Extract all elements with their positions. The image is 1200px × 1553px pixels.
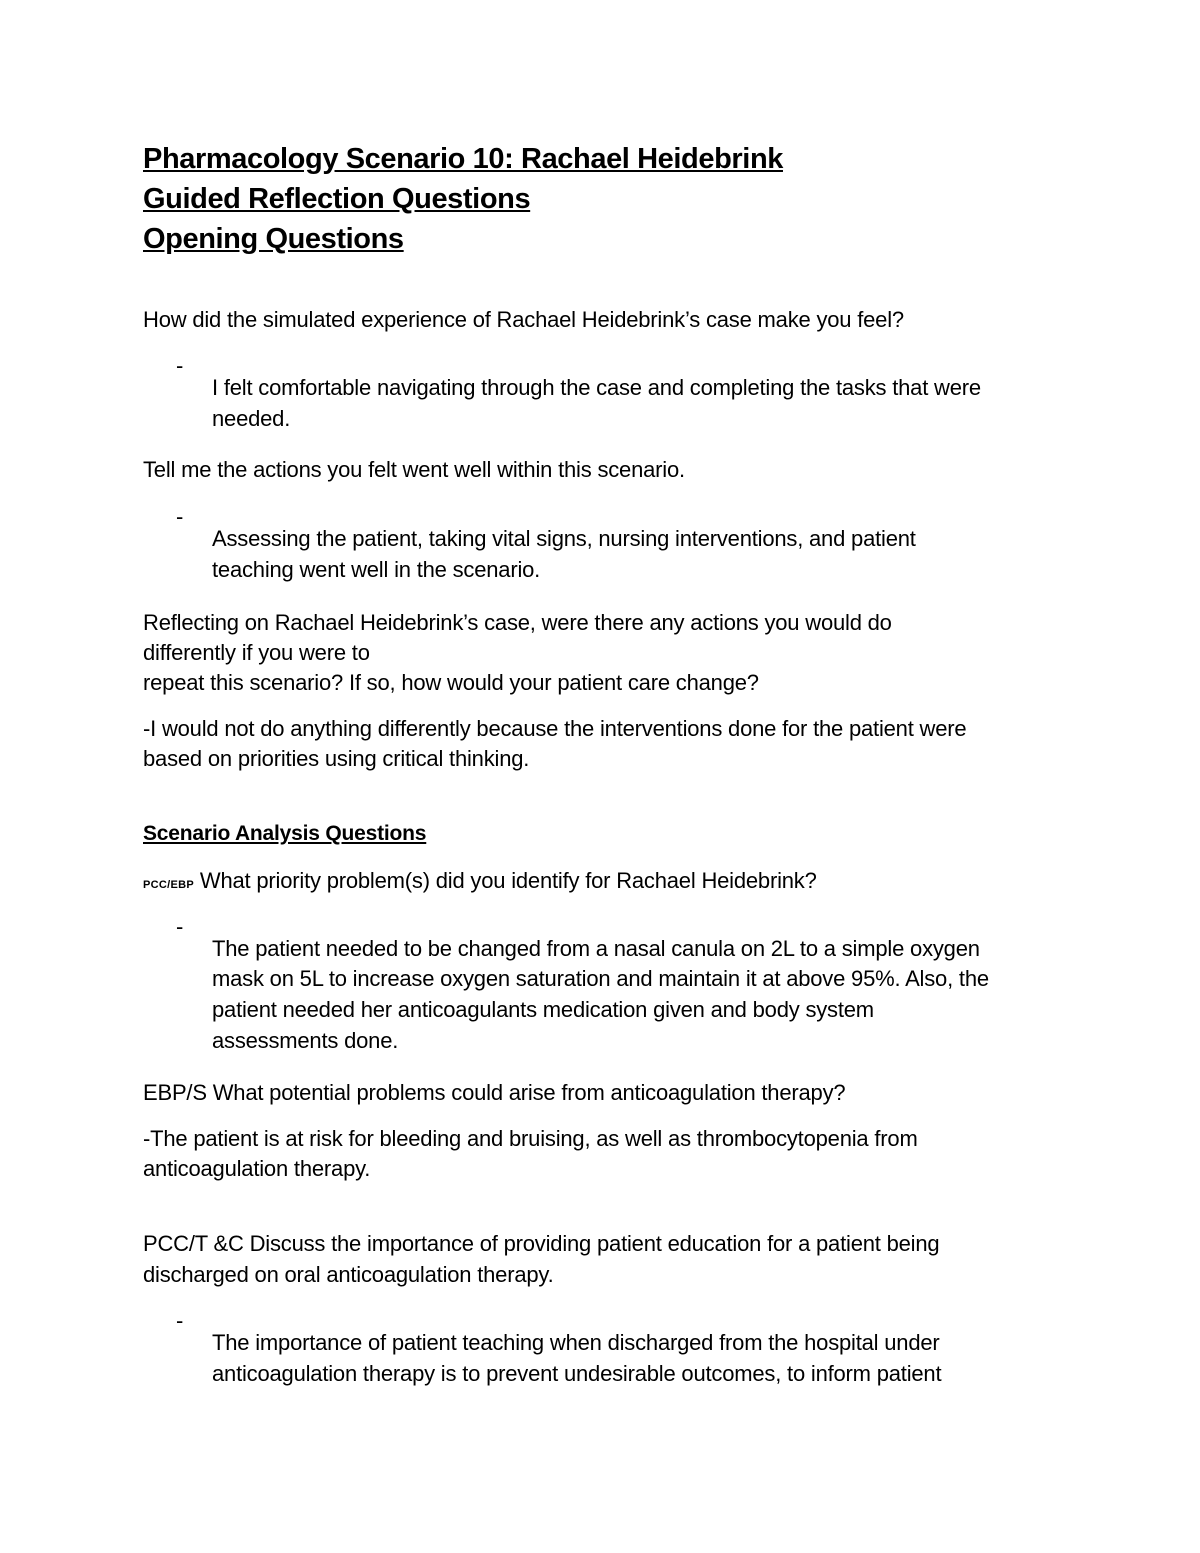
- question-1: How did the simulated experience of Rachael Heidebrink’s case make you feel?: [143, 307, 904, 332]
- answer-5-line: -The patient is at risk for bleeding and bruising, as well as thrombocytopenia from: [143, 1126, 918, 1151]
- question-2: Tell me the actions you felt went well within this scenario.: [143, 457, 685, 482]
- bullet-dash: -: [176, 914, 184, 939]
- question-3-line: repeat this scenario? If so, how would your patient care change?: [143, 670, 759, 695]
- question-4: [143, 868, 817, 894]
- answer-4-line: mask on 5L to increase oxygen saturation and maintain it at above 95%. Also, the: [212, 966, 989, 991]
- answer-4-line: patient needed her anticoagulants medication given and body system: [212, 997, 874, 1022]
- bullet-dash: -: [176, 504, 184, 529]
- section-heading-analysis: Scenario Analysis Questions: [143, 822, 427, 845]
- answer-6-line: anticoagulation therapy is to prevent undesirable outcomes, to inform patient: [212, 1361, 942, 1386]
- bullet-dash: -: [176, 1308, 184, 1333]
- answer-1-line: I felt comfortable navigating through the case and completing the tasks that were: [212, 375, 981, 400]
- question-3-line: Reflecting on Rachael Heidebrink’s case, were there any actions you would do: [143, 610, 892, 635]
- answer-4-line: assessments done.: [212, 1028, 399, 1053]
- question-4-tag: PCC/EBP: [143, 879, 194, 891]
- bullet-dash: -: [176, 353, 184, 378]
- answer-3-line: based on priorities using critical thinking.: [143, 746, 530, 771]
- question-3-line: differently if you were to: [143, 640, 370, 665]
- answer-3-line: -I would not do anything differently because the interventions done for the patient were: [143, 716, 967, 741]
- question-5: EBP/S What potential problems could arise from anticoagulation therapy?: [143, 1080, 846, 1105]
- question-6-line: PCC/T &C Discuss the importance of providing patient education for a patient being: [143, 1231, 940, 1256]
- answer-4-line: The patient needed to be changed from a nasal canula on 2L to a simple oxygen: [212, 936, 980, 961]
- answer-6-line: The importance of patient teaching when discharged from the hospital under: [212, 1330, 940, 1355]
- question-6-line: discharged on oral anticoagulation therapy.: [143, 1262, 554, 1287]
- section-heading-opening: Opening Questions: [143, 223, 404, 255]
- question-4-text: What priority problem(s) did you identify for Rachael Heidebrink?: [199, 868, 817, 893]
- document-subtitle: Guided Reflection Questions: [143, 183, 531, 215]
- document-title: Pharmacology Scenario 10: Rachael Heidebrink: [143, 143, 783, 175]
- answer-2-line: teaching went well in the scenario.: [212, 557, 541, 582]
- answer-2-line: Assessing the patient, taking vital signs, nursing interventions, and patient: [212, 526, 916, 551]
- answer-1-line: needed.: [212, 406, 291, 431]
- answer-5-line: anticoagulation therapy.: [143, 1156, 371, 1181]
